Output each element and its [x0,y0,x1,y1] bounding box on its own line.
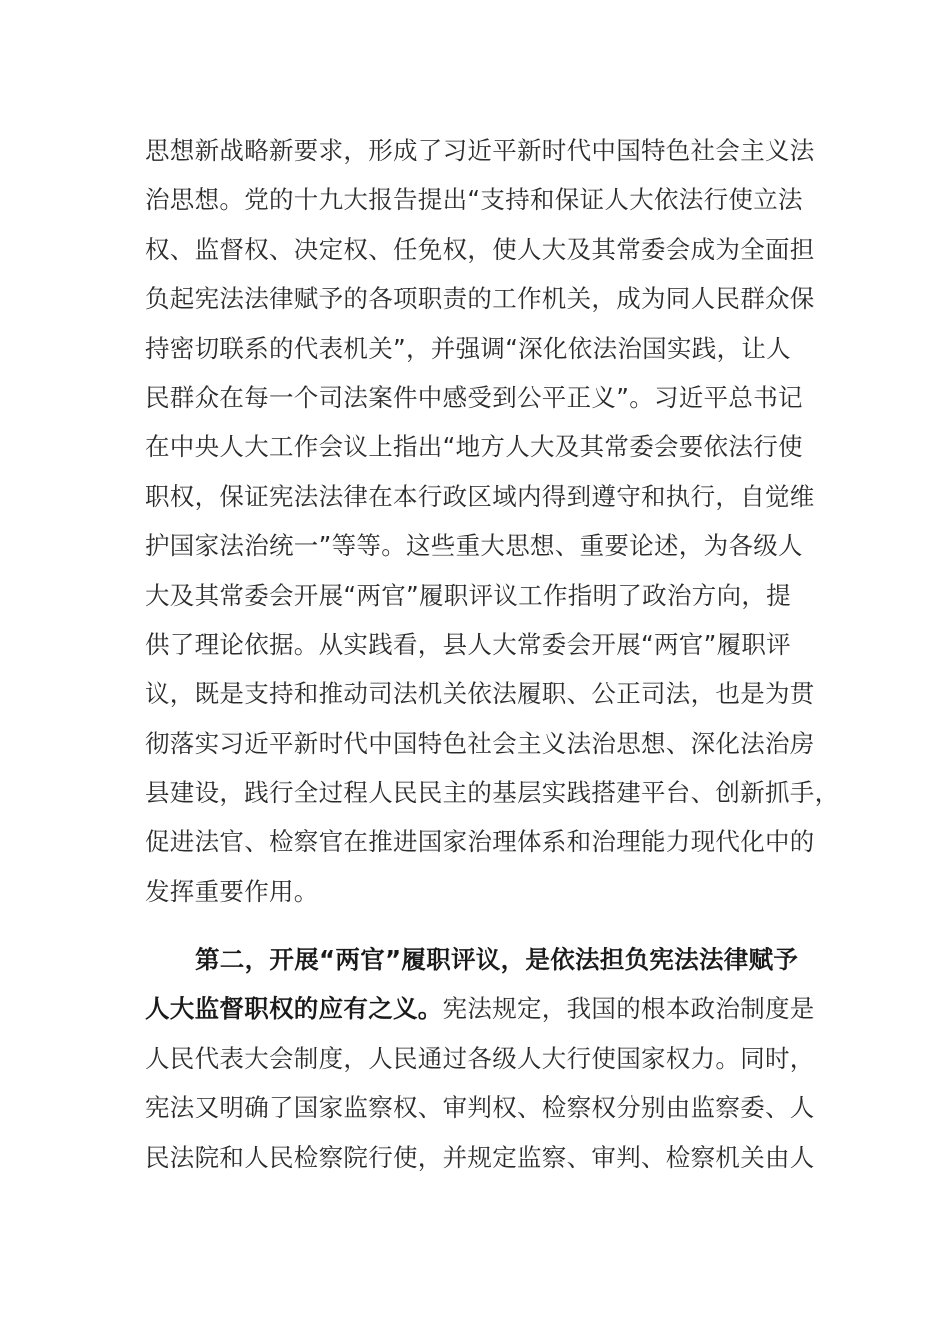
paragraph-line: 持密切联系的代表机关”，并强调“深化依法治国实践，让人 [145,333,791,363]
paragraph-1 [145,126,840,916]
paragraph-line: 治思想。党的十九大报告提出“支持和保证人大依法行使立法 [145,185,803,215]
paragraph-line: 护国家法治统一”等等。这些重大思想、重要论述，为各级人 [145,531,803,561]
paragraph-line: 议，既是支持和推动司法机关依法履职、公正司法，也是为贯 [145,679,815,709]
bold-heading-text: 第二，开展“两官”履职评议，是依法担负宪法法律赋予 [195,945,799,974]
paragraph-line: 职权，保证宪法法律在本行政区域内得到遵守和执行，自觉维 [145,481,815,511]
paragraph-line: 民法院和人民检察院行使，并规定监察、审判、检察机关由人 [145,1142,815,1172]
paragraph-line: 负起宪法法律赋予的各项职责的工作机关，成为同人民群众保 [145,284,815,314]
paragraph-line: 彻落实习近平新时代中国特色社会主义法治思想、深化法治房 [145,728,815,758]
paragraph-line: 思想新战略新要求，形成了习近平新时代中国特色社会主义法 [145,136,815,165]
bold-heading-text: 人大监督职权的应有之义。 [145,994,443,1024]
paragraph-line: 大及其常委会开展“两官”履职评议工作指明了政治方向，提 [145,580,791,610]
paragraph-line: 宪法又明确了国家监察权、审判权、检察权分别由监察委、人 [145,1093,815,1123]
paragraph-line: 在中央人大工作会议上指出“地方人大及其常委会要依法行使 [145,432,803,462]
paragraph-text: 宪法规定，我国的根本政治制度是 [442,994,815,1024]
paragraph-line [145,935,805,984]
paragraph-line: 促进法官、检察官在推进国家治理体系和治理能力现代化中的 [145,827,815,857]
paragraph-line: 供了理论依据。从实践看，县人大常委会开展“两官”履职评 [145,629,791,659]
paragraph-line: 县建设，践行全过程人民民主的基层实践搭建平台、创新抓手， [145,778,840,808]
paragraph-line [145,984,815,1033]
paragraph-line: 权、监督权、决定权、任免权，使人大及其常委会成为全面担 [145,234,815,264]
paragraph-line: 发挥重要作用。 [145,876,319,906]
paragraph-2 [145,935,815,1182]
paragraph-line: 民群众在每一个司法案件中感受到公平正义”。习近平总书记 [145,382,803,412]
paragraph-line: 人民代表大会制度，人民通过各级人大行使国家权力。同时， [145,1043,815,1073]
